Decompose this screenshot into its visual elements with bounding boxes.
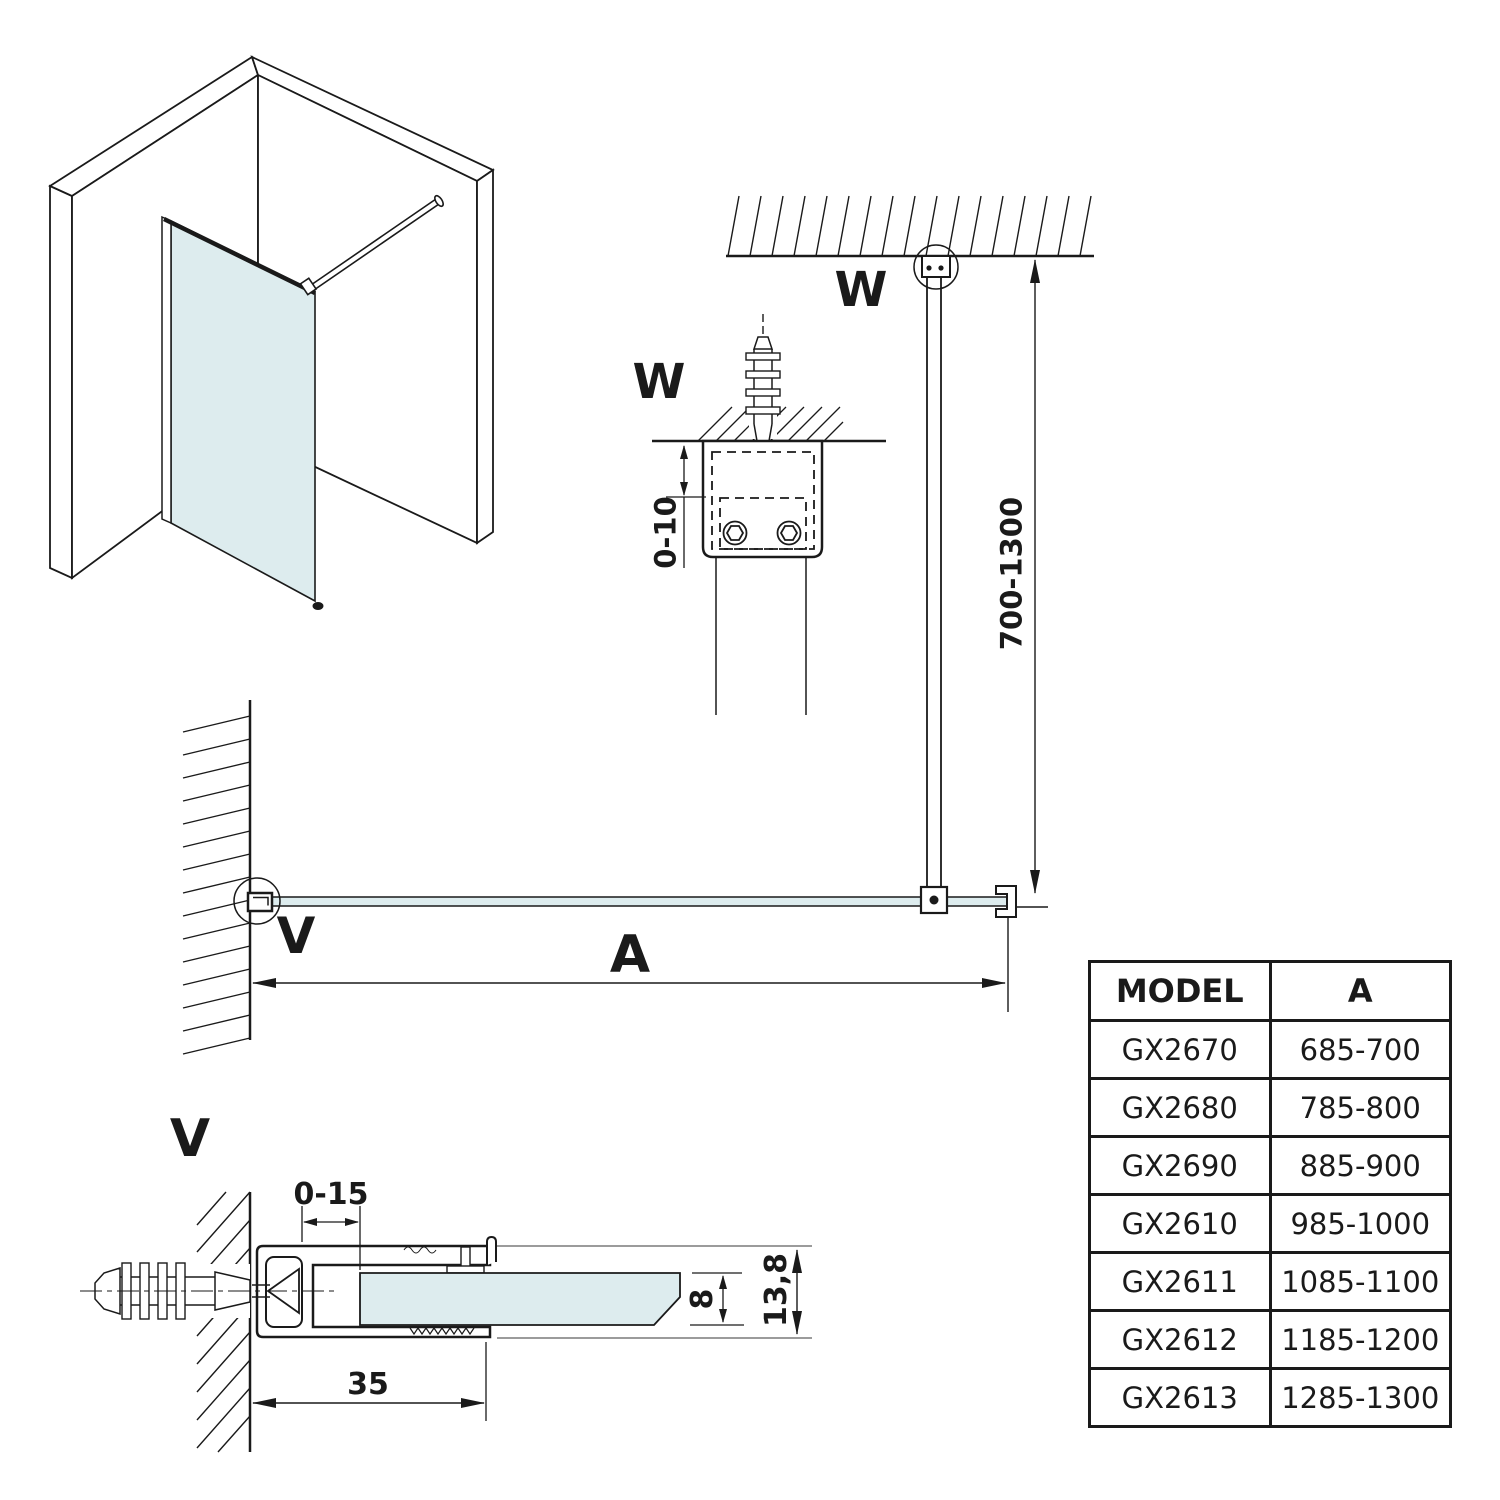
- gasket-serration: [410, 1328, 474, 1334]
- model-cell: GX2680: [1090, 1079, 1271, 1137]
- table-row: [1090, 1137, 1451, 1195]
- size-table: [1088, 960, 1452, 1428]
- a-cell: 1085-1100: [1270, 1253, 1451, 1311]
- model-cell: GX2613: [1090, 1369, 1271, 1427]
- a-cell: 1185-1200: [1270, 1311, 1451, 1369]
- detail-v-drawing: [80, 1192, 812, 1452]
- wall-profile-edge: [162, 217, 171, 523]
- detail-w-title: W: [632, 354, 686, 410]
- plan-view: [183, 700, 1016, 1054]
- glass-inset-dimension: [302, 1206, 360, 1270]
- dimension-label-bar-height: 700-1300: [994, 496, 1029, 651]
- table-header-row: [1090, 962, 1451, 1021]
- table-row: [1090, 1311, 1451, 1369]
- glass-section: [360, 1273, 680, 1325]
- ceiling-hatch: [728, 196, 1091, 256]
- isometric-view: [50, 57, 493, 610]
- a-cell: 1285-1300: [1270, 1369, 1451, 1427]
- table-row: [1090, 1079, 1451, 1137]
- a-cell: 985-1000: [1270, 1195, 1451, 1253]
- a-cell: 785-800: [1270, 1079, 1451, 1137]
- a-cell: 685-700: [1270, 1021, 1451, 1079]
- model-cell: GX2690: [1090, 1137, 1271, 1195]
- bar-clamp: [921, 887, 947, 913]
- model-cell: GX2611: [1090, 1253, 1271, 1311]
- model-cell: GX2670: [1090, 1021, 1271, 1079]
- model-header: MODEL: [1090, 962, 1271, 1021]
- a-cell: 885-900: [1270, 1137, 1451, 1195]
- table-row: [1090, 1021, 1451, 1079]
- dimension-label-profile-depth: 35: [347, 1367, 389, 1402]
- ceiling-bracket: [922, 256, 950, 277]
- a-header: A: [1270, 962, 1451, 1021]
- plan-wall-profile: [248, 893, 272, 911]
- dimension-label-profile-height: 13,8: [759, 1252, 794, 1328]
- glass-strip: [252, 897, 1007, 906]
- dimension-label-glass-thickness: 8: [685, 1288, 720, 1310]
- floor-foot: [313, 602, 324, 610]
- detail-v-title: V: [169, 1109, 211, 1169]
- detail-marker-v-plan: V: [276, 907, 316, 965]
- dimension-label-bracket-inset: 0-10: [648, 496, 683, 569]
- detail-v-hatch: [197, 1192, 250, 1452]
- table-row: [1090, 1195, 1451, 1253]
- detail-marker-w-plan: W: [834, 262, 888, 318]
- table-row: [1090, 1369, 1451, 1427]
- model-cell: GX2612: [1090, 1311, 1271, 1369]
- dimension-label-a: A: [609, 925, 651, 985]
- vertical-bar: [927, 277, 941, 887]
- table-row: [1090, 1253, 1451, 1311]
- dimension-label-glass-inset: 0-15: [293, 1177, 369, 1212]
- model-cell: GX2610: [1090, 1195, 1271, 1253]
